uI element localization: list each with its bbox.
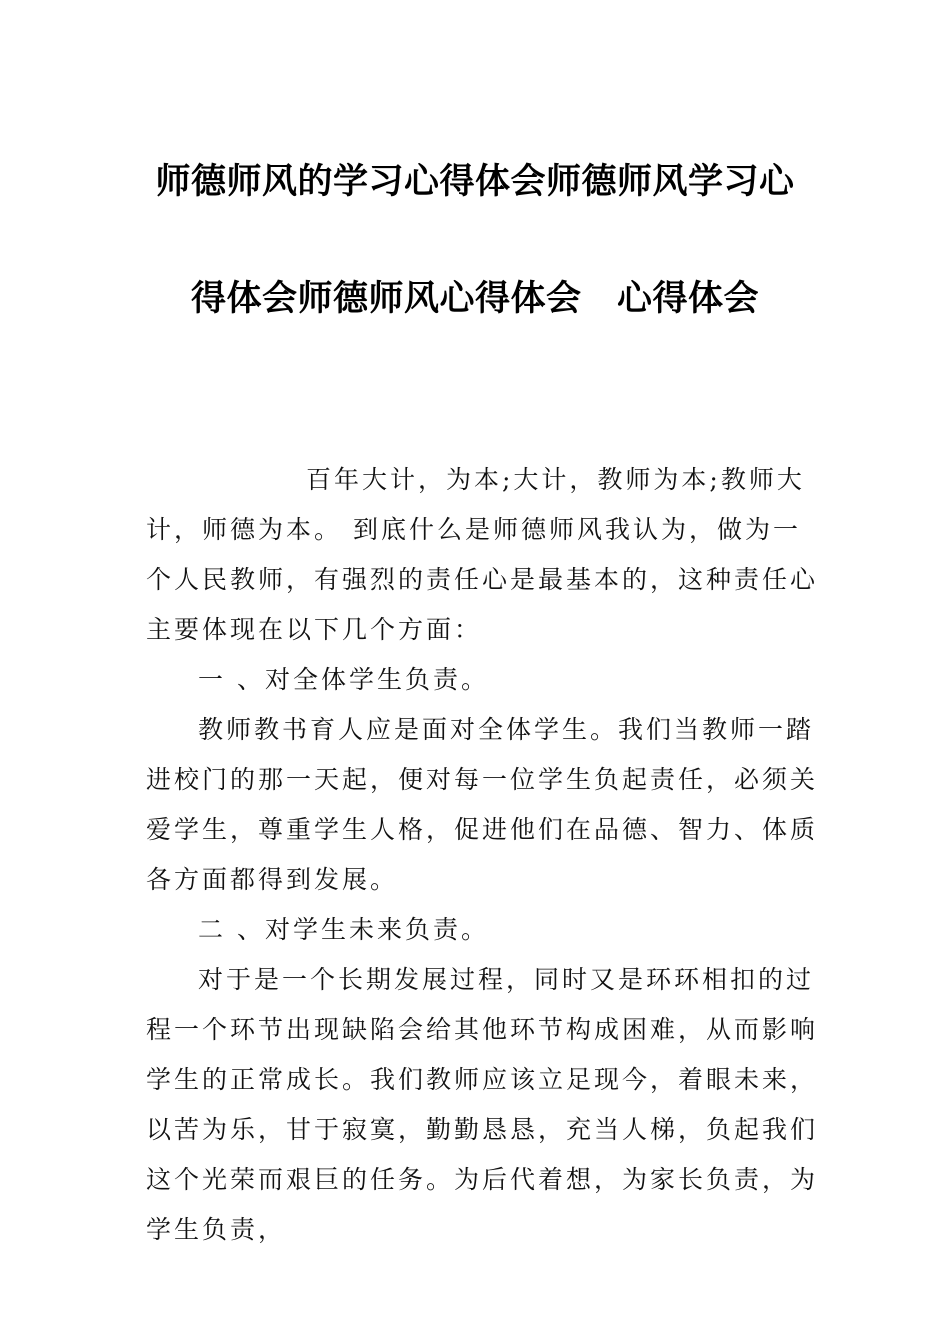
body-paragraph-2: 对于是一个长期发展过程，同时又是环环相扣的过程一个环节出现缺陷会给其他环节构成困难，从而影响学生的正常成长。我们教师应该立足现今，着眼未来，以苦为乐，甘于寂寞，勤勤恳恳，充当人梯，负起我们这个光荣而艰巨的任务。为后代着想，为家长负责，为学生负责， [146, 965, 819, 1244]
body-paragraph-intro: 百年大计，为本;大计，教师为本;教师大计，师德为本。 到底什么是师德师风我认为，做为一个人民教师，有强烈的责任心是最基本的，这种责任心主要体现在以下几个方面： [146, 465, 819, 644]
section-heading-1: 一 、对全体学生负责。 [198, 665, 489, 694]
document-title-line-2: 得体会师德师风心得体会 心得体会 [190, 279, 759, 319]
document-body [146, 455, 818, 1255]
body-paragraph-1: 教师教书育人应是面对全体学生。我们当教师一踏进校门的那一天起，便对每一位学生负起责任，必须关爱学生，尊重学生人格，促进他们在品德、智力、体质各方面都得到发展。 [146, 715, 819, 894]
document-title-line-1: 师德师风的学习心得体会师德师风学习心 [155, 162, 795, 202]
section-heading-2: 二 、对学生未来负责。 [198, 915, 489, 944]
